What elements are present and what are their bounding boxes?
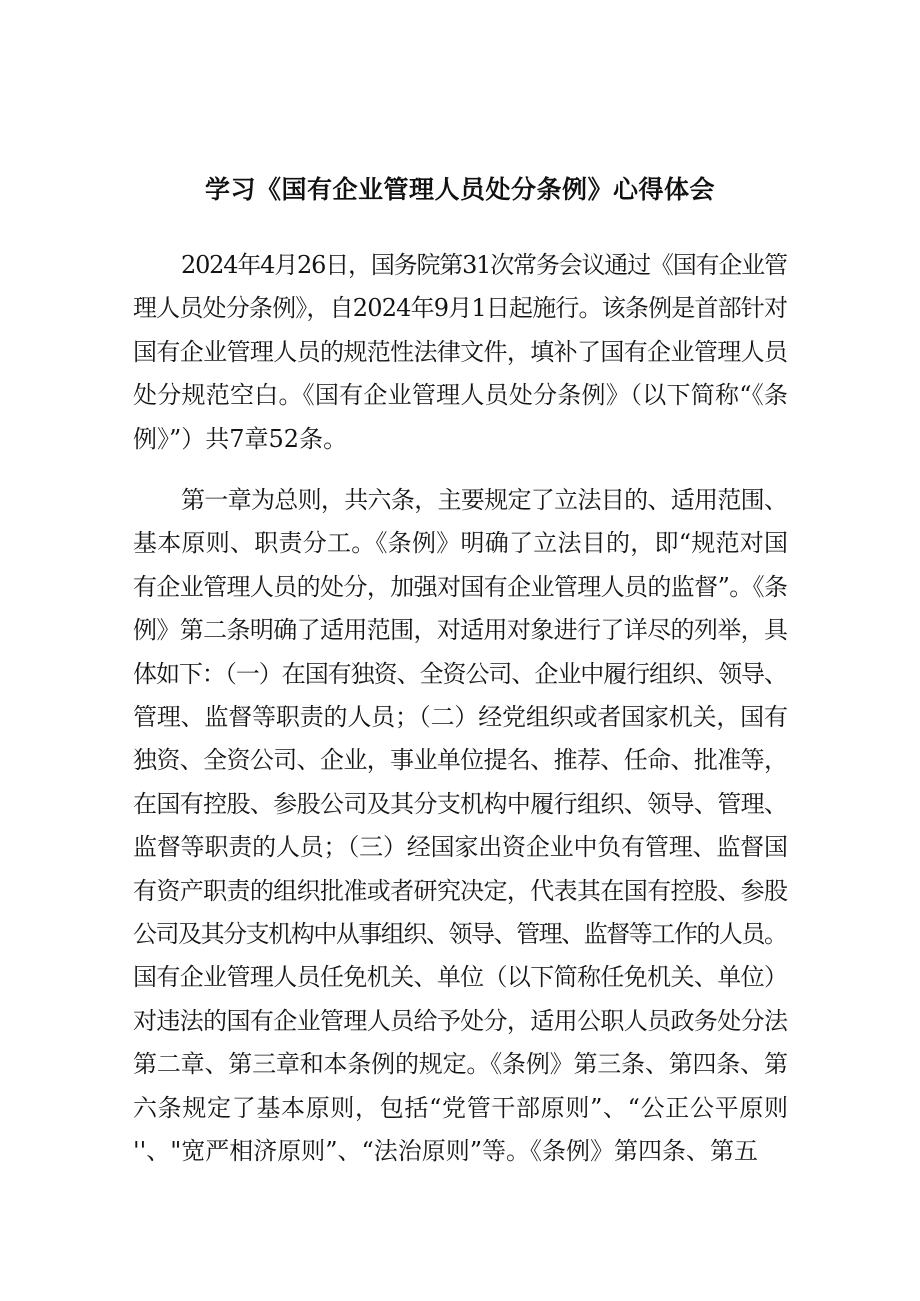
- paragraph-line: 有资产职责的组织批准或者研究决定，代表其在国有控股、参股: [133, 877, 788, 905]
- paragraph-line: 体如下：（一）在国有独资、全资公司、企业中履行组织、领导、: [133, 660, 787, 688]
- paragraph-line: 处分规范空白。《国有企业管理人员处分条例》（以下简称“《条: [133, 381, 789, 409]
- paragraph-line: 例》”）共7章52条。: [133, 425, 348, 453]
- paragraph-line: 基本原则、职责分工。《条例》明确了立法目的，即“规范对国: [133, 529, 789, 557]
- paragraph-line: 独资、全资公司、企业，事业单位提名、推荐、任命、批准等，: [133, 746, 788, 774]
- paragraph-line: 第二章、第三章和本条例的规定。《条例》第三条、第四条、第: [133, 1050, 788, 1078]
- paragraph-line: 2024年4月26日，国务院第31次常务会议通过《国有企业管: [181, 251, 787, 279]
- paragraph-line: 在国有控股、参股公司及其分支机构中履行组织、领导、管理、: [133, 790, 788, 818]
- paragraph-line: 例》第二条明确了适用范围，对适用对象进行了详尽的列举，具: [133, 616, 788, 644]
- paragraph-line: 第一章为总则，共六条，主要规定了立法目的、适用范围、: [181, 486, 788, 514]
- paragraph-line: 六条规定了基本原则，包括“党管干部原则”、“公正公平原则: [133, 1094, 789, 1122]
- paragraph-line: 监督等职责的人员；（三）经国家出资企业中负有管理、监督国: [133, 833, 788, 861]
- document-title: 学习《国有企业管理人员处分条例》心得体会: [204, 175, 715, 204]
- paragraph-line: 理人员处分条例》，自2024年9月1日起施行。该条例是首部针对: [133, 294, 788, 322]
- paragraph-line: 对违法的国有企业管理人员给予处分，适用公职人员政务处分法: [133, 1007, 788, 1035]
- paragraph-line: 公司及其分支机构中从事组织、领导、管理、监督等工作的人员。: [133, 920, 787, 948]
- paragraph-line: 管理、监督等职责的人员；（二）经党组织或者国家机关，国有: [133, 703, 788, 731]
- paragraph-line: ''、"宽严相济原则”、“法治原则”等。《条例》第四条、第五: [133, 1137, 759, 1165]
- paragraph-line: 有企业管理人员的处分，加强对国有企业管理人员的监督”。《条: [133, 573, 788, 601]
- paragraph-line: 国有企业管理人员的规范性法律文件，填补了国有企业管理人员: [133, 338, 788, 366]
- paragraph-line: 国有企业管理人员任免机关、单位（以下简称任免机关、单位）: [133, 963, 788, 991]
